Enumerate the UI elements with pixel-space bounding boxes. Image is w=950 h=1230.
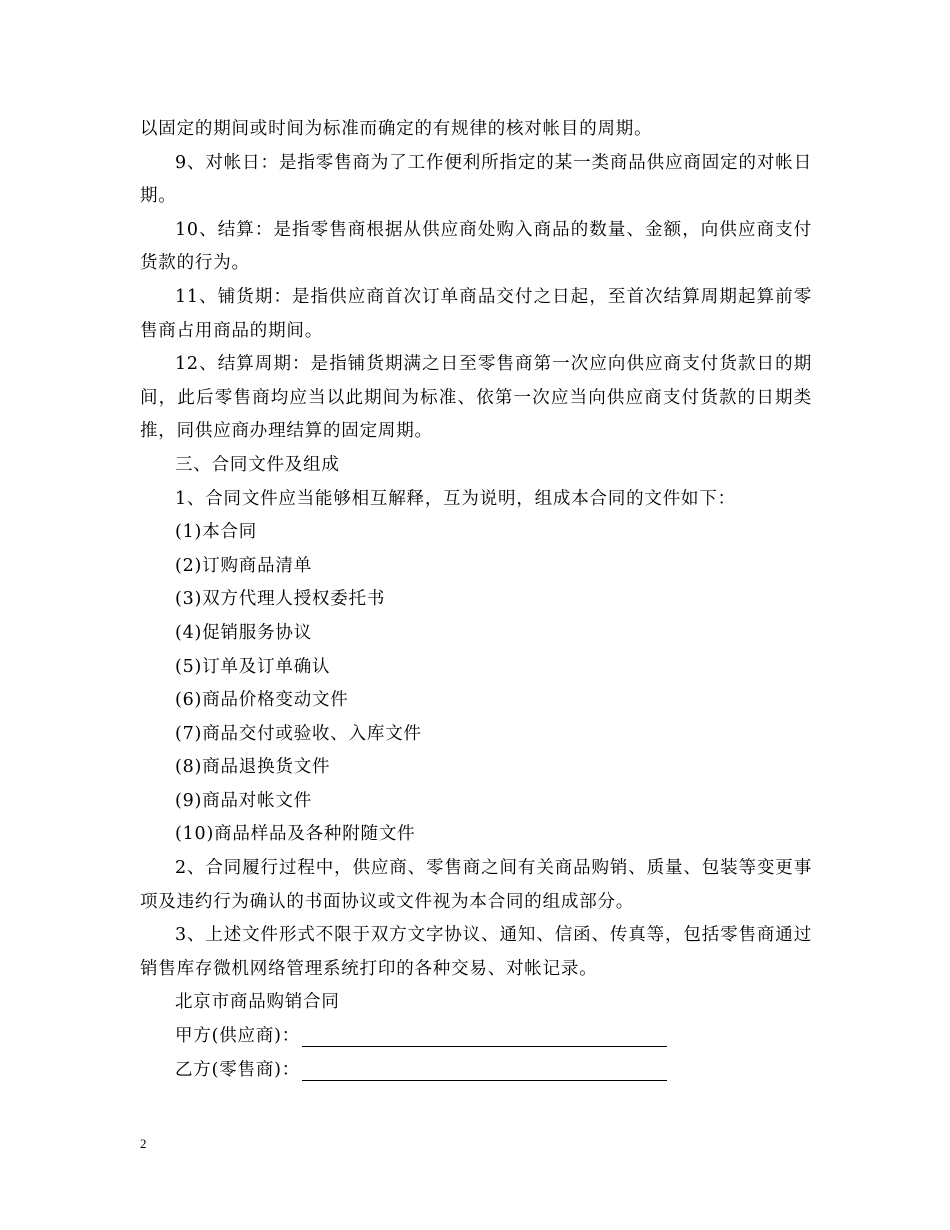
party-b-label: 乙方(零售商)： xyxy=(175,1059,301,1080)
paragraph-stocking-period: 11、铺货期：是指供应商首次订单商品交付之日起，至首次结算周期起算前零售商占用商品的期间。 xyxy=(140,286,812,341)
document-body xyxy=(140,113,812,1087)
list-item: (6)商品价格变动文件 xyxy=(175,690,349,711)
paragraph-documents-intro: 1、合同文件应当能够相互解释，互为说明，组成本合同的文件如下： xyxy=(175,488,736,509)
list-item: (5)订单及订单确认 xyxy=(175,656,331,677)
paragraph-settlement-cycle: 12、结算周期：是指铺货期满之日至零售商第一次应向供应商支付货款日的期间，此后零售商均应当以此期间为标准、依第一次应当向供应商支付货款的日期类推，同供应商办理结算的固定周期。 xyxy=(140,354,812,442)
list-item: (10)商品样品及各种附随文件 xyxy=(175,824,416,845)
list-item: (4)促销服务协议 xyxy=(175,622,312,643)
page-number: 2 xyxy=(140,1136,147,1151)
paragraph-period-def-tail: 以固定的期间或时间为标准而确定的有规律的核对帐目的周期。 xyxy=(140,119,653,139)
signature-line-party-a xyxy=(140,1020,812,1054)
paragraph-reconciliation-day: 9、对帐日：是指零售商为了工作便利所指定的某一类商品供应商固定的对帐日期。 xyxy=(140,152,812,207)
paragraph-document-forms: 3、上述文件形式不限于双方文字协议、通知、信函、传真等，包括零售商通过销售库存微机网络管理系统打印的各种交易、对帐记录。 xyxy=(140,925,812,979)
list-item: (3)双方代理人授权委托书 xyxy=(175,589,386,610)
list-item: (2)订购商品清单 xyxy=(175,555,312,576)
signature-line-party-b xyxy=(140,1054,812,1088)
list-item: (8)商品退换货文件 xyxy=(175,757,331,778)
contract-title: 北京市商品购销合同 xyxy=(175,992,340,1013)
party-a-label: 甲方(供应商)： xyxy=(175,1026,301,1047)
party-b-fill-line xyxy=(302,1060,667,1081)
paragraph-settlement: 10、结算：是指零售商根据从供应商处购入商品的数量、金额，向供应商支付货款的行为。 xyxy=(140,219,812,274)
list-item: (1)本合同 xyxy=(175,522,258,543)
paragraph-performance-changes: 2、合同履行过程中，供应商、零售商之间有关商品购销、质量、包装等变更事项及违约行为确认的书面协议或文件视为本合同的组成部分。 xyxy=(140,858,812,912)
party-a-fill-line xyxy=(302,1026,667,1047)
list-item: (9)商品对帐文件 xyxy=(175,790,312,811)
list-item: (7)商品交付或验收、入库文件 xyxy=(175,723,422,744)
section-heading-contract-documents: 三、合同文件及组成 xyxy=(175,454,340,475)
